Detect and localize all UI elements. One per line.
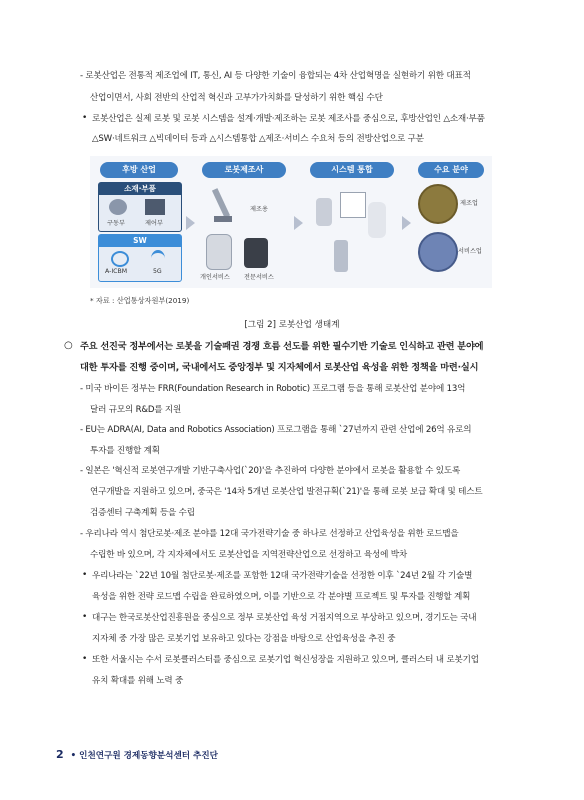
arrow-right-icon [402, 216, 411, 230]
para1-line2: 산업이면서, 사회 전반의 산업적 혁신과 고부가가치화를 달성하기 위한 핵심 수단 [90, 93, 383, 103]
sub3-line2: 유치 확대를 위해 노력 중 [92, 676, 184, 686]
sub2-line1: 대구는 한국로봇산업진흥원을 중심으로 정부 로봇산업 육성 거점지역으로 부상하고 있으며, 경기도는 국내 [92, 613, 477, 623]
factory-image-icon [418, 184, 458, 224]
section-circle-icon: ○ [64, 340, 73, 351]
figure-caption: [그림 2] 로봇산업 생태계 [244, 320, 340, 330]
item2-line2: 투자를 진행할 계획 [90, 446, 160, 456]
robot-base-icon [214, 216, 232, 222]
demand-label-manufacturing: 제조업 [460, 200, 478, 207]
humanoid-robot-icon [368, 202, 386, 238]
footer-separator: • [70, 751, 77, 761]
service-image-icon [418, 232, 458, 272]
fig-header-integration: 시스템 통합 [310, 162, 394, 178]
fig-header-demand: 수요 분야 [418, 162, 484, 178]
main-line2: 대한 투자를 진행 중이며, 국내에서도 중앙정부 및 지자체에서 로봇산업 육성을 위한 정책을 마련·실시 [80, 362, 479, 373]
fig-column-integration [306, 162, 398, 282]
figure-source: * 자료 : 산업통상자원부(2019) [90, 296, 190, 305]
item1-line1: - 미국 바이든 정부는 FRR(Foundation Research in Robotic) 프로그램 등을 통해 로봇산업 분야에 13억 [80, 384, 466, 394]
arrow-right-icon [186, 216, 195, 230]
industrial-robot-arm-icon [212, 188, 230, 218]
bullet-icon: • [82, 654, 88, 664]
mfg-label-personal: 개인서비스 [200, 274, 230, 281]
controller-icon [145, 199, 165, 215]
sw-box-title: SW [99, 235, 181, 247]
sub2-line2: 지자체 중 가장 많은 로봇기업 보유하고 있다는 강점을 바탕으로 산업육성을 추진 중 [92, 634, 396, 644]
sw-label-5g: 5G [153, 268, 162, 275]
tablet-screen-icon [340, 192, 366, 218]
item4-line2: 수립한 바 있으며, 각 지자체에서도 로봇산업을 지역전략산업으로 선정하고 육성에 박차 [90, 550, 407, 560]
parts-label-actuator: 구동부 [107, 220, 125, 227]
robot-ecosystem-figure [90, 156, 492, 288]
sw-box [98, 234, 182, 282]
wifi-icon [151, 250, 165, 267]
page-number: 2 [56, 748, 64, 761]
motor-icon [109, 199, 127, 215]
bullet-icon: • [82, 612, 88, 622]
service-robot-icon [206, 234, 232, 270]
item3-line3: 검증센터 구축계획 등을 수립 [90, 508, 195, 518]
item1-line2: 달러 규모의 R&D를 지원 [90, 405, 182, 415]
pro-service-robot-icon [244, 238, 268, 268]
demand-label-service: 서비스업 [458, 248, 482, 255]
sub3-line1: 또한 서울시는 수서 로봇클러스터를 중심으로 로봇기업 혁신성장을 지원하고 있으며, 클러스터 내 로봇기업 [92, 655, 479, 665]
fig-header-manufacturer: 로봇제조사 [202, 162, 286, 178]
para2-line2: △SW·네트워크 △빅데이터 등과 △시스템통합 △제조·서비스 수요처 등의 전방산업으로 구분 [92, 134, 424, 144]
para1-line1: - 로봇산업은 전통적 제조업에 IT, 통신, AI 등 다양한 기술이 융합되는 4차 산업혁명을 실현하기 위한 대표적 [80, 71, 471, 81]
fig-column-upstream [96, 162, 182, 282]
parts-label-controller: 제어부 [145, 220, 163, 227]
robot-arm-icon [316, 198, 332, 226]
page-footer [56, 748, 218, 761]
network-icon [111, 251, 129, 267]
bullet-icon: • [82, 570, 88, 580]
item2-line1: - EU는 ADRA(AI, Data and Robotics Association) 프로그램을 통해 `27년까지 관련 산업에 26억 유로의 [80, 425, 472, 435]
cobot-icon [334, 240, 348, 272]
fig-column-manufacturer [198, 162, 290, 282]
sw-label-aicbm: A-ICBM [105, 268, 128, 275]
fig-header-upstream: 후방 산업 [100, 162, 178, 178]
sub1-line1: 우리나라는 `22년 10월 첨단로봇·제조를 포함한 12대 국가전략기술을 선정한 이후 `24년 2월 각 기술별 [92, 571, 473, 581]
para2-line1: 로봇산업은 실제 로봇 및 로봇 시스템을 설계·개발·제조하는 로봇 제조사를 중심으로, 후방산업인 △소재·부품 [92, 114, 485, 124]
main-line1: 주요 선진국 정부에서는 로봇을 기술패권 경쟁 흐름 선도를 위한 필수기반 기술로 인식하고 관련 분야에 [80, 341, 484, 352]
parts-box-title: 소재·부품 [99, 183, 181, 195]
parts-box [98, 182, 182, 232]
fig-column-demand [414, 162, 488, 282]
item3-line2: 연구개발을 지원하고 있으며, 중국은 '14차 5개년 로봇산업 발전규획(`21)'을 통해 로봇 보급 확대 및 테스트 [90, 487, 483, 497]
bullet-icon: • [82, 113, 88, 123]
footer-org: 인천연구원 경제동향분석센터 추진단 [79, 751, 218, 761]
item3-line1: - 일본은 '혁신적 로봇연구개발 기반구축사업(`20)'을 추진하여 다양한 분야에서 로봇을 활용할 수 있도록 [80, 466, 461, 476]
arrow-right-icon [294, 216, 303, 230]
mfg-label-industrial: 제조용 [250, 206, 268, 213]
mfg-label-professional: 전문서비스 [244, 274, 274, 281]
item4-line1: - 우리나라 역시 첨단로봇·제조 분야를 12대 국가전략기술 중 하나로 선정하고 산업육성을 위한 로드맵을 [80, 529, 459, 539]
sub1-line2: 육성을 위한 전략 로드맵 수립을 완료하였으며, 이를 기반으로 각 분야별 프로젝트 및 투자를 진행할 계획 [92, 592, 471, 602]
